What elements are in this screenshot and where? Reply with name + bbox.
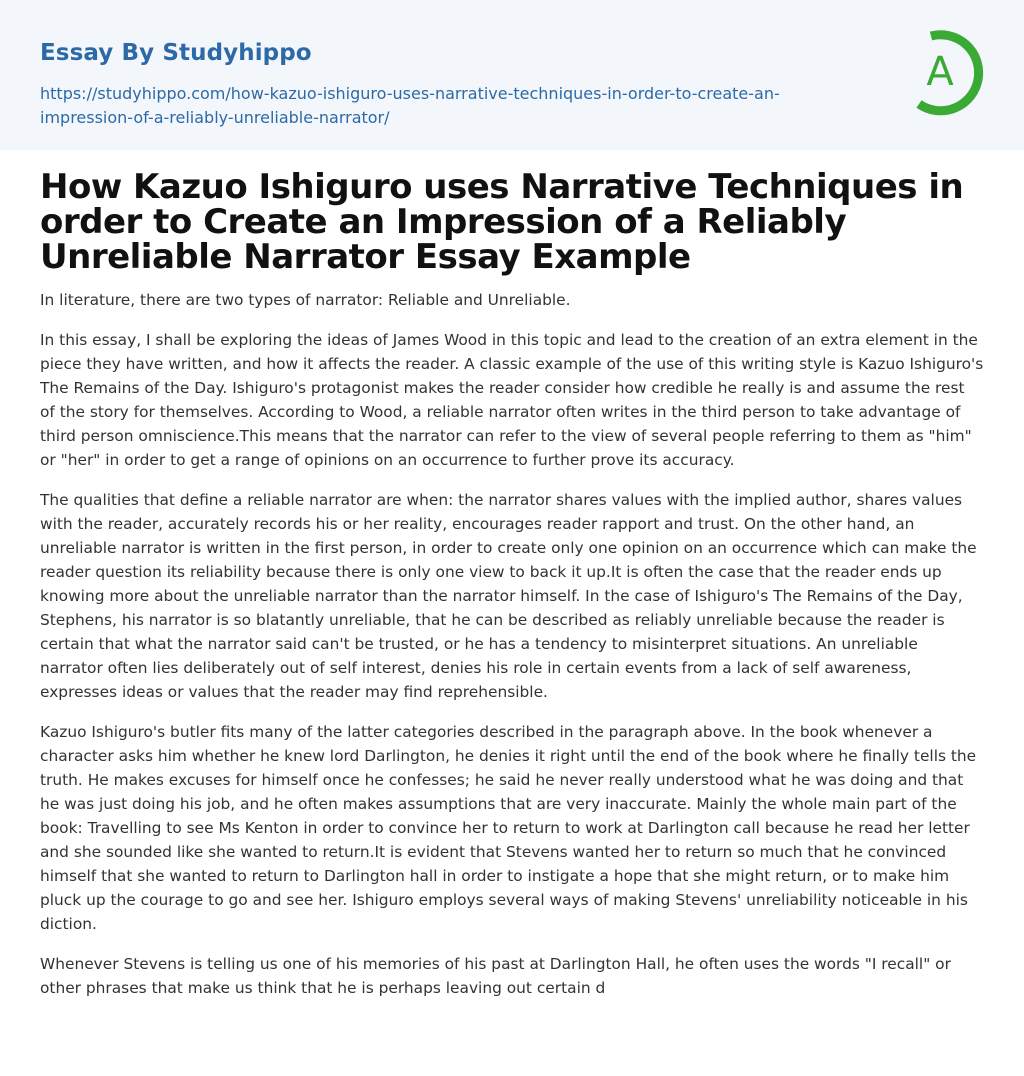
article-title: How Kazuo Ishiguro uses Narrative Techniques in order to Create an Impression of a Reliably Unreliable Narrator Essay Example bbox=[40, 167, 964, 277]
article-paragraph: Kazuo Ishiguro's butler fits many of the latter categories described in the paragraph above. In the book whenever a character asks him whether he knew lord Darlington, he denies it right until the end of the book where he finally tells the truth. He makes excuses for himself once he confesses; he said he never really understood what he was doing and that he was just doing his job, and he often makes assumptions that are very inaccurate. Mainly the whole main part of the book: Travelling to see Ms Kenton in order to convince her to return to work at Darlington call because he read her letter and she sounded like she wanted to return.It is evident that Stevens wanted her to return so much that he convinced himself that she wanted to return to Darlington hall in order to instigate a hope that she might return, or to make him pluck up the courage to go and see her. Ishiguro employs several ways of making Stevens' unreliability noticeable in his diction. bbox=[40, 723, 977, 933]
article-paragraph: In this essay, I shall be exploring the ideas of James Wood in this topic and lead to the creation of an extra element in the piece they have written, and how it affects the reader. A classic example of the use of this writing style is Kazuo Ishiguro's The Remains of the Day. Ishiguro's protagonist makes the reader consider how credible he really is and assume the rest of the story for themselves. According to Wood, a reliable narrator often writes in the third person to take advantage of third person omniscience.This means that the narrator can refer to the view of several people referring to them as "him" or "her" in order to get a range of opinions on an occurrence to further prove its accuracy. bbox=[40, 331, 984, 469]
studyhippo-logo-icon[interactable] bbox=[893, 28, 987, 116]
source-url-link[interactable] bbox=[40, 82, 840, 130]
article-paragraph: The qualities that define a reliable narrator are when: the narrator shares values with the implied author, shares values with the reader, accurately records his or her reality, encourages reader rapport and trust. On the other hand, an unreliable narrator is written in the first person, in order to create only one opinion on an occurrence which can make the reader question its reliability because there is only one view to back it up.It is often the case that the reader ends up knowing more about the unreliable narrator than the narrator himself. In the case of Ishiguro's The Remains of the Day, Stephens, his narrator is so blatantly unreliable, that he can be described as reliably unreliable because the reader is certain that what the narrator said can't be trusted, or he has a tendency to misinterpret situations. An unreliable narrator often lies deliberately out of self interest, denies his role in certain events from a lack of self awareness, expresses ideas or values that the reader may find reprehensible. bbox=[40, 491, 977, 701]
article-body bbox=[40, 167, 984, 1000]
logo-letter: A bbox=[926, 49, 954, 95]
article-paragraph: Whenever Stevens is telling us one of his memories of his past at Darlington Hall, he often uses the words "I recall" or other phrases that make us think that he is perhaps leaving out certain d bbox=[40, 955, 951, 997]
url-line-1: https://studyhippo.com/how-kazuo-ishiguro-uses-narrative-techniques-in-order-to-create-an- bbox=[40, 84, 780, 103]
site-brand[interactable]: Essay By Studyhippo bbox=[40, 40, 312, 66]
article-paragraph: In literature, there are two types of narrator: Reliable and Unreliable. bbox=[40, 291, 571, 309]
url-line-2: impression-of-a-reliably-unreliable-narrator/ bbox=[40, 108, 390, 127]
site-header bbox=[0, 0, 1024, 150]
